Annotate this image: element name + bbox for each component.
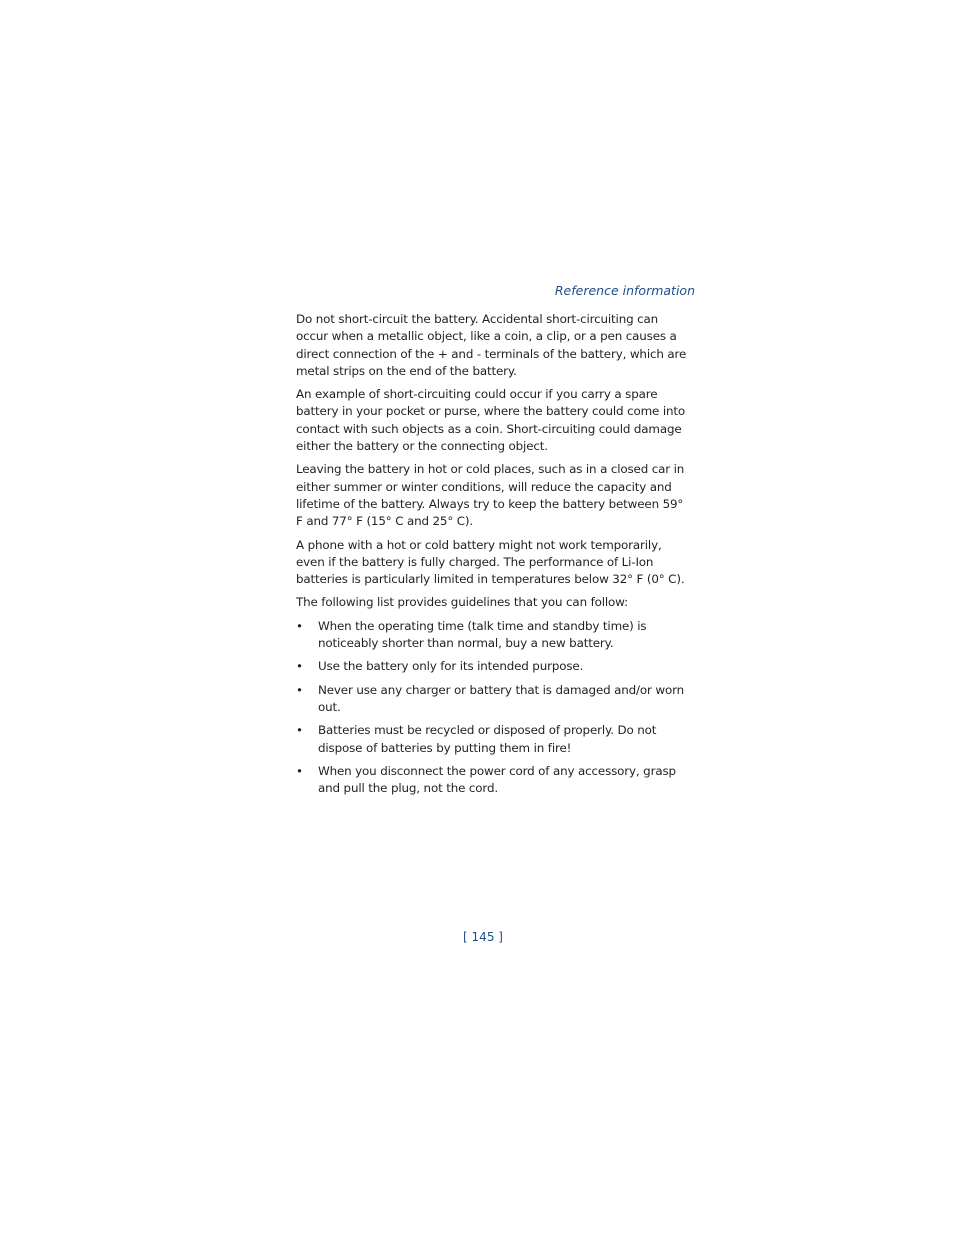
bullet-icon: • [296,723,303,738]
paragraph-short-circuit-example: An example of short-circuiting could occur if you carry a spare battery in your pocket or purse, where the battery could come into contact with such objects as a coin. Short-circuiting could damage either the battery or the connecting object. [296,387,685,454]
paragraph-guidelines-intro: The following list provides guidelines that you can follow: [296,595,628,610]
guidelines-list [296,618,693,798]
list-item-text: Batteries must be recycled or disposed of properly. Do not dispose of batteries by putting them in fire! [318,723,657,755]
bullet-icon: • [296,682,303,697]
list-item [296,763,693,798]
list-item-text: Never use any charger or battery that is damaged and/or worn out. [318,682,685,714]
bullet-icon: • [296,618,303,633]
list-item [296,682,693,717]
list-item [296,618,693,653]
paragraph-cold-battery: A phone with a hot or cold battery might not work temporarily, even if the battery is fully charged. The performance of Li-Ion batteries is particularly limited in temperatures below 32° F (0° C). [296,537,685,587]
list-item-text: When the operating time (talk time and standby time) is noticeably shorter than normal, buy a new battery. [318,618,647,651]
bullet-icon: • [296,659,303,674]
page-body [296,311,693,803]
paragraph-short-circuit: Do not short-circuit the battery. Accidental short-circuiting can occur when a metallic object, like a coin, a clip, or a pen causes a direct connection of the + and - terminals of the battery, which are metal strips on the end of the battery. [296,312,687,378]
paragraph-temperature: Leaving the battery in hot or cold places, such as in a closed car in either summer or winter conditions, will reduce the capacity and lifetime of the battery. Always try to keep the battery between 59° F and 77° F (15° C and 25° C). [296,462,685,529]
page-number: [ 145 ] [463,930,503,944]
list-item-text: Use the battery only for its intended purpose. [318,659,584,674]
list-item [296,722,693,757]
list-item [296,658,693,675]
section-title: Reference information [554,283,695,298]
list-item-text: When you disconnect the power cord of any accessory, grasp and pull the plug, not the cord. [318,763,676,796]
bullet-icon: • [296,763,303,778]
